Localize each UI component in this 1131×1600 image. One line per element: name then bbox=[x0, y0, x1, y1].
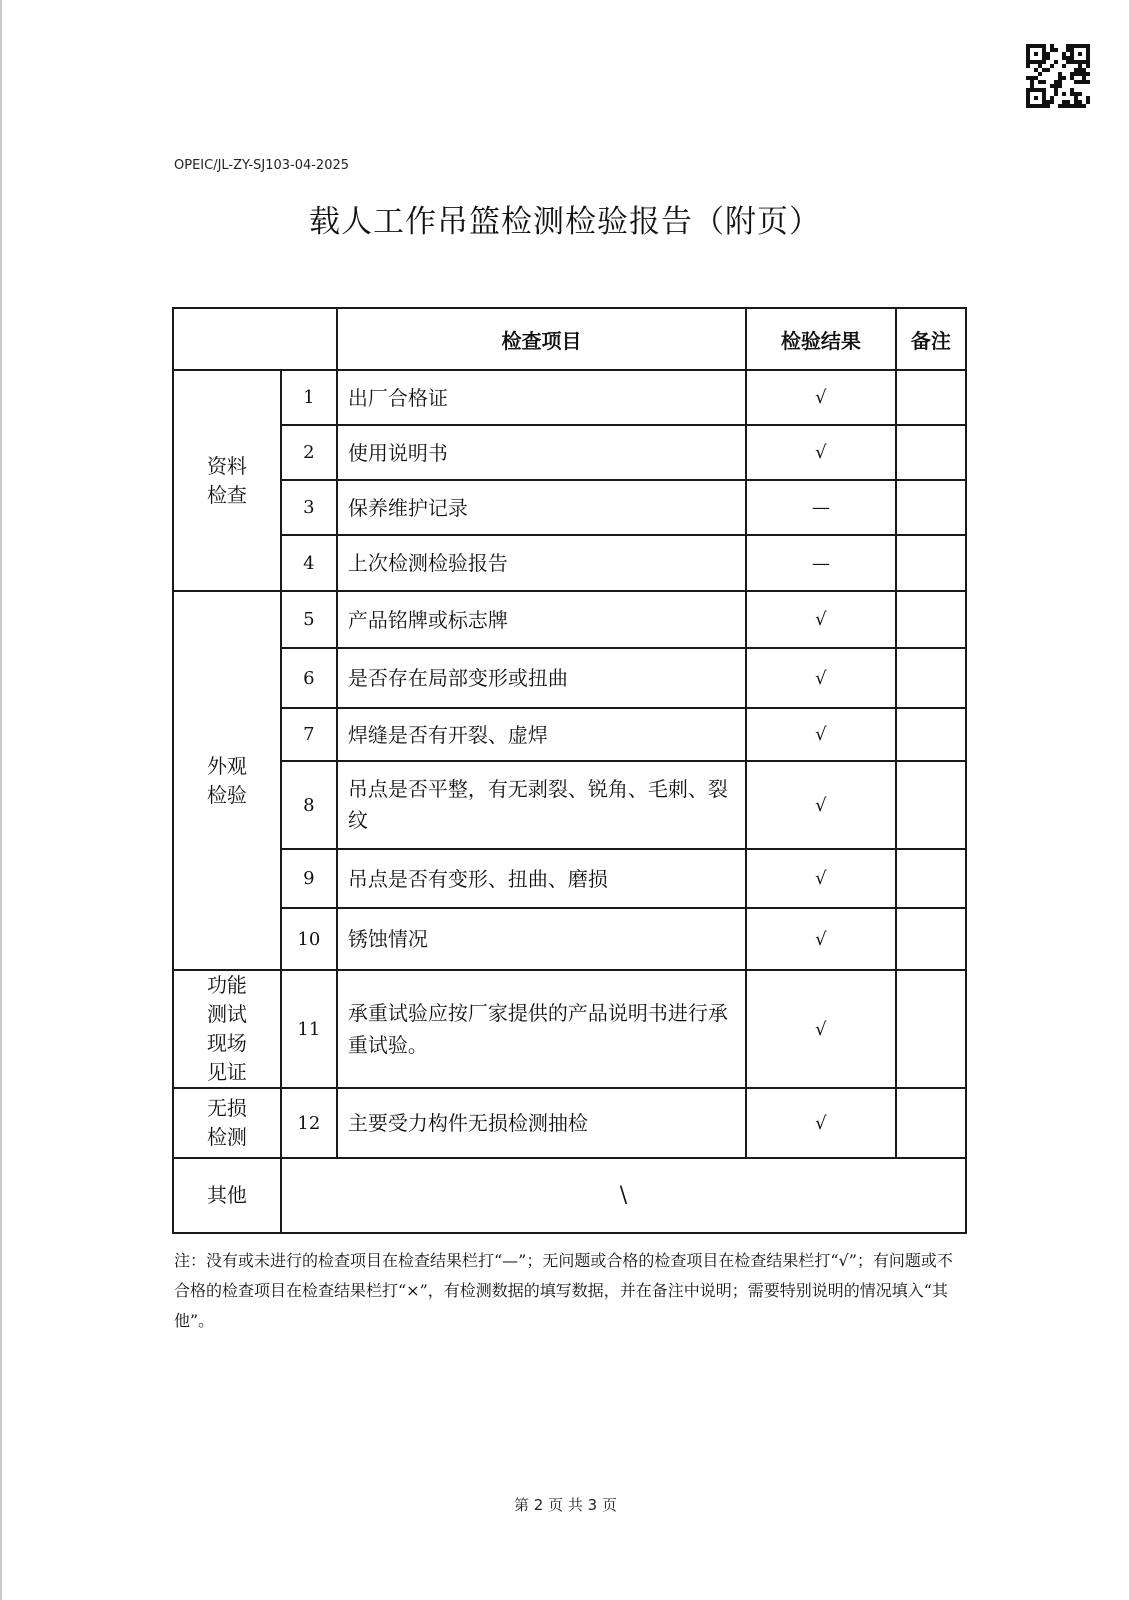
row-result: √ bbox=[746, 648, 896, 708]
category-label-line: 检验 bbox=[206, 782, 247, 807]
row-result: — bbox=[746, 535, 896, 591]
row-remark bbox=[896, 591, 966, 648]
table-row bbox=[173, 648, 966, 708]
row-number: 10 bbox=[281, 908, 337, 970]
row-remark bbox=[896, 480, 966, 535]
row-number: 6 bbox=[281, 648, 337, 708]
other-value: \ bbox=[281, 1158, 966, 1233]
row-remark bbox=[896, 761, 966, 849]
table-row bbox=[173, 849, 966, 908]
category-label-line: 无损 bbox=[206, 1096, 247, 1120]
table-row-other bbox=[173, 1158, 966, 1233]
footnote: 注：没有或未进行的检查项目在检查结果栏打“—”；无问题或合格的检查项目在检查结果栏打“√”；有问题或不合格的检查项目在检查结果栏打“×”，有检测数据的填写数据，并在备注中说明；需要特别说明的情况填入“其他”。 bbox=[174, 1251, 953, 1330]
header-item: 检查项目 bbox=[337, 308, 746, 370]
row-number: 3 bbox=[281, 480, 337, 535]
category-ndt bbox=[173, 1088, 281, 1158]
row-number: 5 bbox=[281, 591, 337, 648]
category-appearance-check bbox=[173, 591, 281, 970]
row-number: 2 bbox=[281, 425, 337, 480]
table-row bbox=[173, 591, 966, 648]
row-item: 上次检测检验报告 bbox=[337, 535, 746, 591]
row-item: 出厂合格证 bbox=[337, 370, 746, 425]
row-number: 1 bbox=[281, 370, 337, 425]
table-row bbox=[173, 480, 966, 535]
row-number: 4 bbox=[281, 535, 337, 591]
row-remark bbox=[896, 370, 966, 425]
row-remark bbox=[896, 708, 966, 761]
category-label-line: 外观 bbox=[206, 753, 247, 778]
category-label-line: 资料 bbox=[206, 453, 247, 478]
table-row bbox=[173, 425, 966, 480]
row-item: 承重试验应按厂家提供的产品说明书进行承重试验。 bbox=[337, 970, 746, 1088]
row-result: √ bbox=[746, 370, 896, 425]
row-number: 7 bbox=[281, 708, 337, 761]
category-label-line: 功能 bbox=[206, 973, 247, 997]
category-label-line: 检测 bbox=[206, 1125, 247, 1149]
category-label-line: 现场 bbox=[206, 1031, 247, 1055]
row-result: √ bbox=[746, 908, 896, 970]
category-label-line: 测试 bbox=[206, 1002, 247, 1026]
header-result: 检验结果 bbox=[746, 308, 896, 370]
inspection-table bbox=[172, 307, 967, 1234]
category-function-test bbox=[173, 970, 281, 1088]
row-number: 8 bbox=[281, 761, 337, 849]
category-label-line: 检查 bbox=[206, 482, 247, 507]
scan-edge-left bbox=[0, 0, 2, 1600]
row-result: √ bbox=[746, 761, 896, 849]
table-header-row bbox=[173, 308, 966, 370]
page-number: 第 2 页 共 3 页 bbox=[514, 1496, 617, 1514]
table-row bbox=[173, 761, 966, 849]
qr-code-icon bbox=[1026, 44, 1090, 108]
row-item: 使用说明书 bbox=[337, 425, 746, 480]
row-item: 吊点是否有变形、扭曲、磨损 bbox=[337, 849, 746, 908]
document-title: 载人工作吊篮检测检验报告（附页） bbox=[309, 204, 821, 240]
category-document-check bbox=[173, 370, 281, 591]
row-remark bbox=[896, 535, 966, 591]
row-result: √ bbox=[746, 970, 896, 1088]
row-result: √ bbox=[746, 425, 896, 480]
table-row bbox=[173, 370, 966, 425]
row-result: √ bbox=[746, 1088, 896, 1158]
row-item: 是否存在局部变形或扭曲 bbox=[337, 648, 746, 708]
table-row bbox=[173, 708, 966, 761]
row-remark bbox=[896, 425, 966, 480]
row-result: √ bbox=[746, 849, 896, 908]
category-label-line: 见证 bbox=[206, 1060, 247, 1084]
row-item: 主要受力构件无损检测抽检 bbox=[337, 1088, 746, 1158]
row-remark bbox=[896, 648, 966, 708]
header-remark: 备注 bbox=[896, 308, 966, 370]
table-row bbox=[173, 908, 966, 970]
row-result: √ bbox=[746, 708, 896, 761]
document-code: OPEIC/JL-ZY-SJ103-04-2025 bbox=[174, 158, 350, 173]
row-remark bbox=[896, 908, 966, 970]
row-number: 11 bbox=[281, 970, 337, 1088]
row-remark bbox=[896, 970, 966, 1088]
row-item: 保养维护记录 bbox=[337, 480, 746, 535]
row-item: 锈蚀情况 bbox=[337, 908, 746, 970]
row-remark bbox=[896, 1088, 966, 1158]
row-item: 焊缝是否有开裂、虚焊 bbox=[337, 708, 746, 761]
row-remark bbox=[896, 849, 966, 908]
header-blank-cell bbox=[173, 308, 337, 370]
row-result: √ bbox=[746, 591, 896, 648]
row-item: 吊点是否平整，有无剥裂、锐角、毛刺、裂纹 bbox=[337, 761, 746, 849]
table-row bbox=[173, 535, 966, 591]
table-row bbox=[173, 1088, 966, 1158]
row-item: 产品铭牌或标志牌 bbox=[337, 591, 746, 648]
row-result: — bbox=[746, 480, 896, 535]
row-number: 9 bbox=[281, 849, 337, 908]
table-row bbox=[173, 970, 966, 1088]
category-other: 其他 bbox=[173, 1158, 281, 1233]
row-number: 12 bbox=[281, 1088, 337, 1158]
